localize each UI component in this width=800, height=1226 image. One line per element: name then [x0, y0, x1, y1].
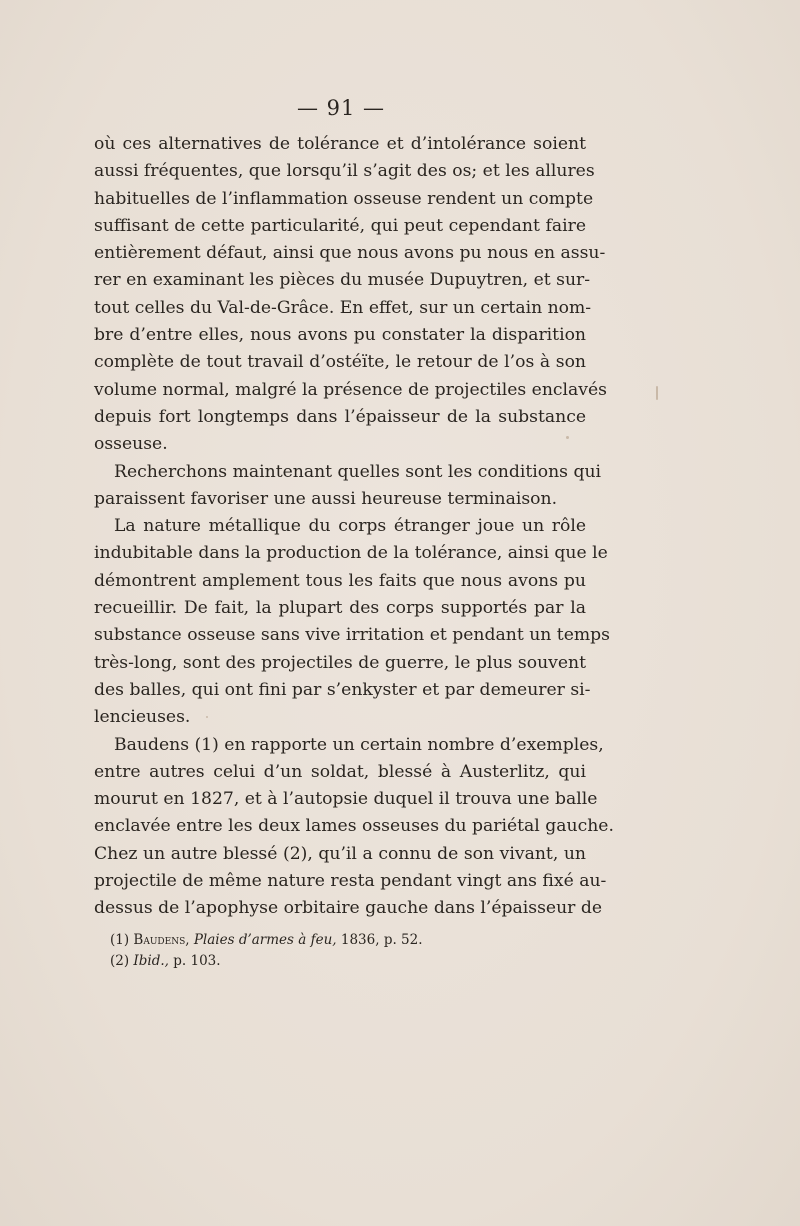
text-line: substance osseuse sans vive irritation et pendant un temps [94, 625, 610, 646]
text-line: Chez un autre blessé (2), qu’il a connu de son vivant, un [94, 843, 586, 864]
text-line: Recherchons maintenant quelles sont les conditions qui [114, 461, 602, 482]
text-line: démontrent amplement tous les faits que nous avons pu [94, 570, 586, 591]
text-line: entièrement défaut, ainsi que nous avons pu nous en assu- [94, 243, 606, 264]
text-line: rer en examinant les pièces du musée Dupuytren, et sur- [94, 270, 591, 291]
footnote-marker: (2) [110, 953, 130, 969]
text-line: recueillir. De fait, la plupart des corps supportés par la [94, 598, 586, 619]
footnote-author: Baudens, [133, 932, 190, 948]
footnote-marker: (1) [110, 932, 130, 948]
text-line: bre d’entre elles, nous avons pu constater la disparition [94, 325, 586, 346]
text-line: indubitable dans la production de la tolérance, ainsi que le [94, 543, 608, 564]
paper-speck [206, 716, 208, 718]
footnote-reference: 1836, p. 52. [340, 932, 423, 948]
text-line: suffisant de cette particularité, qui peut cependant faire [94, 215, 586, 236]
text-line: où ces alternatives de tolérance et d’intolérance soient [94, 134, 586, 154]
text-line: très-long, sont des projectiles de guerre, le plus souvent [94, 652, 586, 673]
footnote [110, 951, 530, 972]
paper-speck [656, 386, 658, 400]
body-text [94, 131, 614, 923]
text-line: projectile de même nature resta pendant vingt ans fixé au- [94, 871, 607, 892]
text-line: dessus de l’apophyse orbitaire gauche dans l’épaisseur de [94, 898, 603, 919]
text-line: enclavée entre les deux lames osseuses du pariétal gauche. [94, 816, 614, 837]
footnote-title: Ibid., [133, 953, 169, 969]
text-line: osseuse. [94, 434, 168, 455]
text-line: complète de tout travail d’ostéïte, le retour de l’os à son [94, 352, 586, 373]
footnotes [110, 930, 530, 972]
text-line: volume normal, malgré la présence de projectiles enclavés [94, 379, 607, 400]
paper-speck [566, 436, 569, 439]
text-line: aussi fréquentes, que lorsqu’il s’agit des os; et les allures [94, 161, 595, 182]
text-line: entre autres celui d’un soldat, blessé à Austerlitz, qui [94, 761, 586, 782]
footnote-title: Plaies d’armes à feu, [193, 932, 337, 948]
text-line: habituelles de l’inflammation osseuse rendent un compte [94, 188, 594, 209]
text-line: paraissent favoriser une aussi heureuse terminaison. [94, 488, 558, 509]
text-line: mourut en 1827, et à l’autopsie duquel il trouva une balle [94, 789, 598, 810]
footnote-reference: p. 103. [173, 953, 221, 969]
text-line: lencieuses. [94, 707, 191, 728]
text-line: La nature métallique du corps étranger joue un rôle [114, 516, 586, 537]
text-line: tout celles du Val-de-Grâce. En effet, sur un certain nom- [94, 297, 592, 318]
text-line: des balles, qui ont fini par s’enkyster et par demeurer si- [94, 679, 591, 700]
text-line: Baudens (1) en rapporte un certain nombre d’exemples, [114, 734, 604, 755]
footnote [110, 930, 530, 951]
text-line: depuis fort longtemps dans l’épaisseur de la substance [94, 406, 586, 427]
page-number: — 91 — [296, 96, 386, 120]
